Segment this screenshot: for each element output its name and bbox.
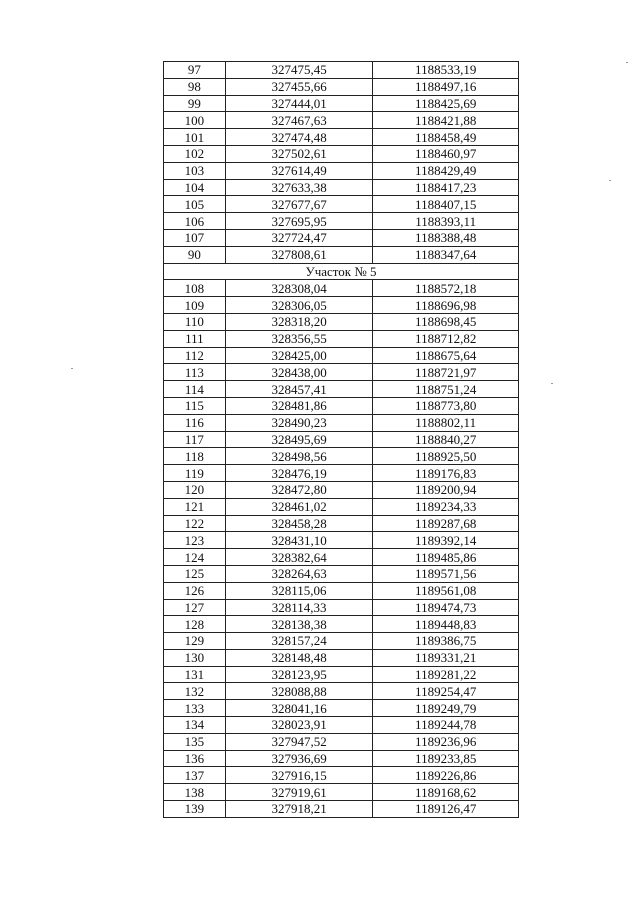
section-header-row [164, 263, 519, 280]
y-coordinate-cell: 1188460,97 [373, 145, 519, 162]
x-coordinate-cell: 328023,91 [225, 717, 373, 734]
point-number-cell: 139 [164, 801, 226, 818]
table-row [164, 784, 519, 801]
x-coordinate-cell: 328490,23 [225, 414, 373, 431]
y-coordinate-cell: 1189200,94 [373, 481, 519, 498]
point-number-cell: 109 [164, 297, 226, 314]
x-coordinate-cell: 328123,95 [225, 666, 373, 683]
point-number-cell: 105 [164, 196, 226, 213]
y-coordinate-cell: 1189254,47 [373, 683, 519, 700]
x-coordinate-cell: 328481,86 [225, 397, 373, 414]
point-number-cell: 125 [164, 565, 226, 582]
y-coordinate-cell: 1189386,75 [373, 633, 519, 650]
x-coordinate-cell: 327474,48 [225, 129, 373, 146]
x-coordinate-cell: 327444,01 [225, 95, 373, 112]
y-coordinate-cell: 1188712,82 [373, 330, 519, 347]
point-number-cell: 121 [164, 498, 226, 515]
point-number-cell: 127 [164, 599, 226, 616]
coordinates-table [163, 61, 519, 818]
y-coordinate-cell: 1189571,56 [373, 565, 519, 582]
table-row [164, 129, 519, 146]
x-coordinate-cell: 328382,64 [225, 549, 373, 566]
y-coordinate-cell: 1189249,79 [373, 700, 519, 717]
x-coordinate-cell: 328458,28 [225, 515, 373, 532]
x-coordinate-cell: 327455,66 [225, 78, 373, 95]
table-row [164, 666, 519, 683]
table-row [164, 330, 519, 347]
y-coordinate-cell: 1188458,49 [373, 129, 519, 146]
point-number-cell: 129 [164, 633, 226, 650]
y-coordinate-cell: 1188802,11 [373, 414, 519, 431]
y-coordinate-cell: 1188429,49 [373, 162, 519, 179]
x-coordinate-cell: 327918,21 [225, 801, 373, 818]
table-row [164, 532, 519, 549]
table-row [164, 767, 519, 784]
y-coordinate-cell: 1188925,50 [373, 448, 519, 465]
point-number-cell: 101 [164, 129, 226, 146]
x-coordinate-cell: 328425,00 [225, 347, 373, 364]
table-row [164, 145, 519, 162]
y-coordinate-cell: 1189233,85 [373, 750, 519, 767]
x-coordinate-cell: 327614,49 [225, 162, 373, 179]
x-coordinate-cell: 327724,47 [225, 229, 373, 246]
x-coordinate-cell: 328472,80 [225, 481, 373, 498]
x-coordinate-cell: 328461,02 [225, 498, 373, 515]
x-coordinate-cell: 327947,52 [225, 733, 373, 750]
y-coordinate-cell: 1189392,14 [373, 532, 519, 549]
point-number-cell: 112 [164, 347, 226, 364]
x-coordinate-cell: 328318,20 [225, 313, 373, 330]
section-title: Участок № 5 [164, 263, 519, 280]
y-coordinate-cell: 1188533,19 [373, 62, 519, 79]
y-coordinate-cell: 1189485,86 [373, 549, 519, 566]
point-number-cell: 97 [164, 62, 226, 79]
x-coordinate-cell: 328308,04 [225, 280, 373, 297]
point-number-cell: 116 [164, 414, 226, 431]
y-coordinate-cell: 1188497,16 [373, 78, 519, 95]
x-coordinate-cell: 328457,41 [225, 381, 373, 398]
table-row [164, 599, 519, 616]
table-row [164, 112, 519, 129]
y-coordinate-cell: 1189331,21 [373, 649, 519, 666]
point-number-cell: 103 [164, 162, 226, 179]
y-coordinate-cell: 1188425,69 [373, 95, 519, 112]
table-row [164, 565, 519, 582]
y-coordinate-cell: 1188393,11 [373, 213, 519, 230]
x-coordinate-cell: 328041,16 [225, 700, 373, 717]
table-row [164, 549, 519, 566]
x-coordinate-cell: 327475,45 [225, 62, 373, 79]
table-row [164, 246, 519, 263]
x-coordinate-cell: 328498,56 [225, 448, 373, 465]
table-row [164, 280, 519, 297]
table-row [164, 62, 519, 79]
point-number-cell: 90 [164, 246, 226, 263]
y-coordinate-cell: 1189244,78 [373, 717, 519, 734]
point-number-cell: 134 [164, 717, 226, 734]
scan-speck [609, 180, 611, 181]
table-row [164, 196, 519, 213]
y-coordinate-cell: 1189126,47 [373, 801, 519, 818]
table-row [164, 649, 519, 666]
x-coordinate-cell: 328431,10 [225, 532, 373, 549]
x-coordinate-cell: 327808,61 [225, 246, 373, 263]
x-coordinate-cell: 328088,88 [225, 683, 373, 700]
y-coordinate-cell: 1189561,08 [373, 582, 519, 599]
table-row [164, 683, 519, 700]
table-row [164, 801, 519, 818]
x-coordinate-cell: 328306,05 [225, 297, 373, 314]
point-number-cell: 137 [164, 767, 226, 784]
x-coordinate-cell: 328138,38 [225, 616, 373, 633]
y-coordinate-cell: 1188698,45 [373, 313, 519, 330]
point-number-cell: 104 [164, 179, 226, 196]
y-coordinate-cell: 1188721,97 [373, 364, 519, 381]
point-number-cell: 114 [164, 381, 226, 398]
y-coordinate-cell: 1188675,64 [373, 347, 519, 364]
point-number-cell: 126 [164, 582, 226, 599]
table-row [164, 397, 519, 414]
scan-speck [626, 62, 628, 63]
point-number-cell: 135 [164, 733, 226, 750]
y-coordinate-cell: 1188421,88 [373, 112, 519, 129]
x-coordinate-cell: 328476,19 [225, 465, 373, 482]
table-row [164, 448, 519, 465]
point-number-cell: 136 [164, 750, 226, 767]
y-coordinate-cell: 1188773,80 [373, 397, 519, 414]
table-row [164, 750, 519, 767]
y-coordinate-cell: 1188417,23 [373, 179, 519, 196]
point-number-cell: 102 [164, 145, 226, 162]
table-row [164, 633, 519, 650]
table-row [164, 313, 519, 330]
table-row [164, 582, 519, 599]
coordinates-table-body [164, 62, 519, 818]
x-coordinate-cell: 328115,06 [225, 582, 373, 599]
y-coordinate-cell: 1189168,62 [373, 784, 519, 801]
point-number-cell: 133 [164, 700, 226, 717]
y-coordinate-cell: 1189281,22 [373, 666, 519, 683]
point-number-cell: 100 [164, 112, 226, 129]
x-coordinate-cell: 328114,33 [225, 599, 373, 616]
x-coordinate-cell: 327936,69 [225, 750, 373, 767]
y-coordinate-cell: 1188388,48 [373, 229, 519, 246]
table-row [164, 213, 519, 230]
y-coordinate-cell: 1188751,24 [373, 381, 519, 398]
table-row [164, 700, 519, 717]
y-coordinate-cell: 1189236,96 [373, 733, 519, 750]
table-row [164, 616, 519, 633]
point-number-cell: 119 [164, 465, 226, 482]
table-row [164, 733, 519, 750]
y-coordinate-cell: 1189234,33 [373, 498, 519, 515]
table-row [164, 179, 519, 196]
point-number-cell: 111 [164, 330, 226, 347]
x-coordinate-cell: 327919,61 [225, 784, 373, 801]
x-coordinate-cell: 328356,55 [225, 330, 373, 347]
y-coordinate-cell: 1189448,83 [373, 616, 519, 633]
y-coordinate-cell: 1189226,86 [373, 767, 519, 784]
x-coordinate-cell: 327677,67 [225, 196, 373, 213]
x-coordinate-cell: 327502,61 [225, 145, 373, 162]
point-number-cell: 99 [164, 95, 226, 112]
table-row [164, 364, 519, 381]
x-coordinate-cell: 327695,95 [225, 213, 373, 230]
table-row [164, 95, 519, 112]
point-number-cell: 110 [164, 313, 226, 330]
point-number-cell: 117 [164, 431, 226, 448]
point-number-cell: 118 [164, 448, 226, 465]
y-coordinate-cell: 1189287,68 [373, 515, 519, 532]
y-coordinate-cell: 1189474,73 [373, 599, 519, 616]
scan-speck [551, 383, 553, 384]
x-coordinate-cell: 328264,63 [225, 565, 373, 582]
table-row [164, 414, 519, 431]
x-coordinate-cell: 327916,15 [225, 767, 373, 784]
point-number-cell: 123 [164, 532, 226, 549]
x-coordinate-cell: 328157,24 [225, 633, 373, 650]
table-row [164, 481, 519, 498]
table-row [164, 381, 519, 398]
point-number-cell: 98 [164, 78, 226, 95]
x-coordinate-cell: 328148,48 [225, 649, 373, 666]
scan-speck [71, 368, 73, 369]
y-coordinate-cell: 1188840,27 [373, 431, 519, 448]
y-coordinate-cell: 1189176,83 [373, 465, 519, 482]
table-row [164, 78, 519, 95]
y-coordinate-cell: 1188407,15 [373, 196, 519, 213]
table-row [164, 431, 519, 448]
y-coordinate-cell: 1188347,64 [373, 246, 519, 263]
point-number-cell: 138 [164, 784, 226, 801]
point-number-cell: 120 [164, 481, 226, 498]
x-coordinate-cell: 328438,00 [225, 364, 373, 381]
table-row [164, 347, 519, 364]
point-number-cell: 132 [164, 683, 226, 700]
point-number-cell: 106 [164, 213, 226, 230]
table-row [164, 717, 519, 734]
x-coordinate-cell: 328495,69 [225, 431, 373, 448]
point-number-cell: 113 [164, 364, 226, 381]
point-number-cell: 128 [164, 616, 226, 633]
table-row [164, 297, 519, 314]
point-number-cell: 107 [164, 229, 226, 246]
point-number-cell: 115 [164, 397, 226, 414]
table-row [164, 498, 519, 515]
y-coordinate-cell: 1188696,98 [373, 297, 519, 314]
table-row [164, 515, 519, 532]
point-number-cell: 130 [164, 649, 226, 666]
table-row [164, 229, 519, 246]
point-number-cell: 122 [164, 515, 226, 532]
point-number-cell: 131 [164, 666, 226, 683]
table-row [164, 162, 519, 179]
x-coordinate-cell: 327467,63 [225, 112, 373, 129]
point-number-cell: 124 [164, 549, 226, 566]
table-row [164, 465, 519, 482]
y-coordinate-cell: 1188572,18 [373, 280, 519, 297]
point-number-cell: 108 [164, 280, 226, 297]
x-coordinate-cell: 327633,38 [225, 179, 373, 196]
